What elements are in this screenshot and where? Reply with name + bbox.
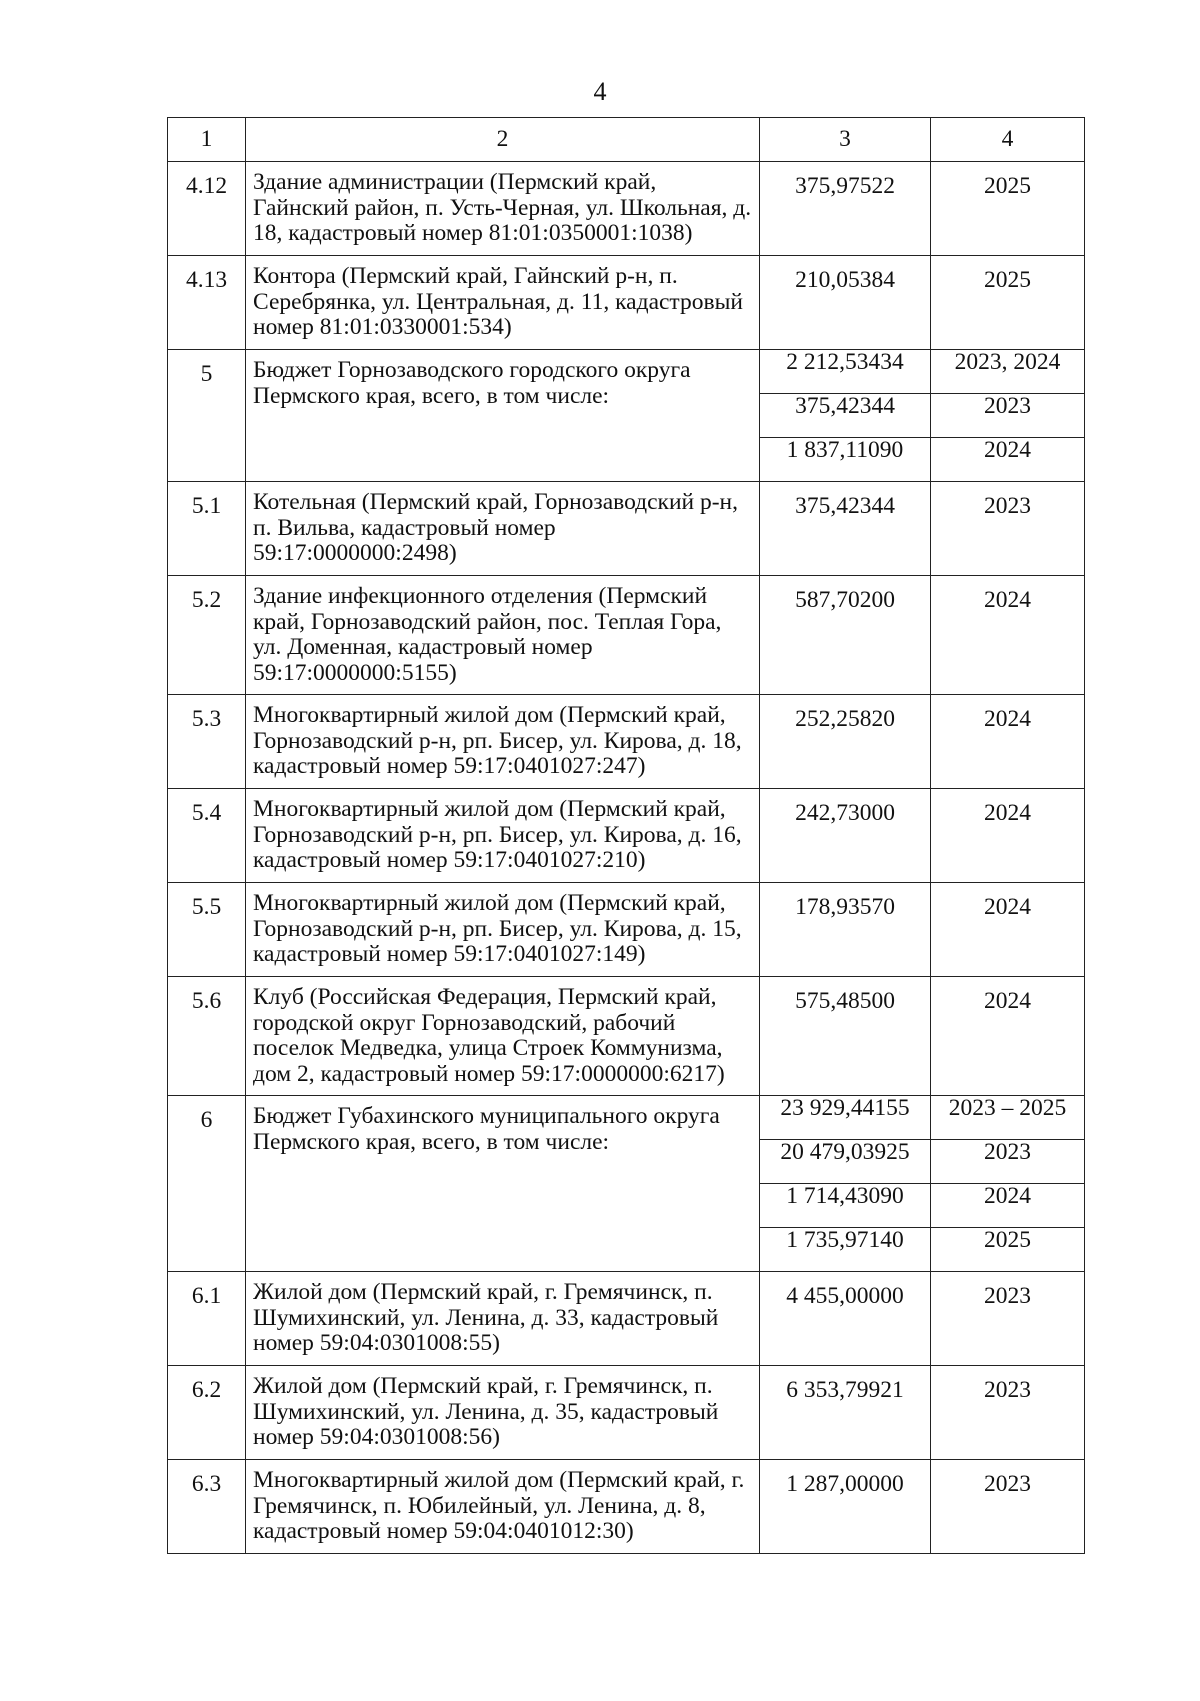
page-number: 4 (593, 77, 607, 106)
year-cell: 2023 (931, 482, 1085, 576)
table-row (168, 576, 1085, 695)
amount-cell: 252,25820 (760, 695, 931, 789)
row-number: 4.12 (168, 162, 246, 256)
object-description: Многоквартирный жилой дом (Пермский край, Горнозаводский р-н, рп. Бисер, ул. Кирова, д. 16, кадастровый номер 59:17:0401027:210) (246, 789, 760, 883)
year-cell: 2024 (931, 1184, 1085, 1228)
object-description: Многоквартирный жилой дом (Пермский край, Горнозаводский р-н, рп. Бисер, ул. Кирова, д. 15, кадастровый номер 59:17:0401027:149) (246, 883, 760, 977)
table-row (168, 789, 1085, 883)
table-row (168, 1366, 1085, 1460)
column-header: 2 (246, 118, 760, 162)
year-cell: 2025 (931, 1228, 1085, 1272)
table-row (168, 1096, 1085, 1140)
year-cell: 2023 (931, 1366, 1085, 1460)
year-cell: 2024 (931, 789, 1085, 883)
amount-cell: 587,70200 (760, 576, 931, 695)
row-number: 6.3 (168, 1460, 246, 1554)
amount-cell: 2 212,53434 (760, 350, 931, 394)
year-cell: 2023 (931, 1140, 1085, 1184)
object-description: Котельная (Пермский край, Горнозаводский р-н, п. Вильва, кадастровый номер 59:17:0000000:2498) (246, 482, 760, 576)
amount-cell: 375,42344 (760, 482, 931, 576)
row-number: 6.2 (168, 1366, 246, 1460)
object-description: Многоквартирный жилой дом (Пермский край, Горнозаводский р-н, рп. Бисер, ул. Кирова, д. 18, кадастровый номер 59:17:0401027:247) (246, 695, 760, 789)
object-description: Здание администрации (Пермский край, Гайнский район, п. Усть-Черная, ул. Школьная, д. 18, кадастровый номер 81:01:0350001:1038) (246, 162, 760, 256)
amount-cell: 178,93570 (760, 883, 931, 977)
row-number: 6 (168, 1096, 246, 1272)
year-cell: 2023 (931, 394, 1085, 438)
amount-cell: 6 353,79921 (760, 1366, 931, 1460)
object-description: Здание инфекционного отделения (Пермский край, Горнозаводский район, пос. Теплая Гора, ул. Доменная, кадастровый номер 59:17:0000000:5155) (246, 576, 760, 695)
amount-cell: 375,97522 (760, 162, 931, 256)
amount-cell: 4 455,00000 (760, 1272, 931, 1366)
column-header: 1 (168, 118, 246, 162)
table-row (168, 256, 1085, 350)
year-cell: 2023 (931, 1272, 1085, 1366)
amount-cell: 1 714,43090 (760, 1184, 931, 1228)
row-number: 5.4 (168, 789, 246, 883)
year-cell: 2023 – 2025 (931, 1096, 1085, 1140)
amount-cell: 20 479,03925 (760, 1140, 931, 1184)
amount-cell: 23 929,44155 (760, 1096, 931, 1140)
table-row (168, 883, 1085, 977)
row-number: 5.5 (168, 883, 246, 977)
row-number: 5.2 (168, 576, 246, 695)
column-header: 3 (760, 118, 931, 162)
year-cell: 2025 (931, 162, 1085, 256)
object-description: Контора (Пермский край, Гайнский р-н, п. Серебрянка, ул. Центральная, д. 11, кадастровый номер 81:01:0330001:534) (246, 256, 760, 350)
table-row (168, 162, 1085, 256)
object-description: Клуб (Российская Федерация, Пермский край, городской округ Горнозаводский, рабочий поселок Медведка, улица Строек Коммунизма, дом 2, кадастровый номер 59:17:0000000:6217) (246, 977, 760, 1096)
object-description: Жилой дом (Пермский край, г. Гремячинск, п. Шумихинский, ул. Ленина, д. 35, кадастровый номер 59:04:0301008:56) (246, 1366, 760, 1460)
table-row (168, 695, 1085, 789)
row-number: 6.1 (168, 1272, 246, 1366)
year-cell: 2024 (931, 438, 1085, 482)
budget-table (167, 117, 1085, 1554)
amount-cell: 242,73000 (760, 789, 931, 883)
table-header-row (168, 118, 1085, 162)
year-cell: 2025 (931, 256, 1085, 350)
row-number: 5.1 (168, 482, 246, 576)
year-cell: 2024 (931, 695, 1085, 789)
object-description: Многоквартирный жилой дом (Пермский край, г. Гремячинск, п. Юбилейный, ул. Ленина, д. 8, кадастровый номер 59:04:0401012:30) (246, 1460, 760, 1554)
year-cell: 2023 (931, 1460, 1085, 1554)
amount-cell: 1 735,97140 (760, 1228, 931, 1272)
budget-description: Бюджет Губахинского муниципального округа Пермского края, всего, в том числе: (246, 1096, 760, 1272)
table-row (168, 1272, 1085, 1366)
amount-cell: 1 287,00000 (760, 1460, 931, 1554)
year-cell: 2024 (931, 977, 1085, 1096)
table-row (168, 1460, 1085, 1554)
table-row (168, 350, 1085, 394)
row-number: 4.13 (168, 256, 246, 350)
amount-cell: 210,05384 (760, 256, 931, 350)
amount-cell: 1 837,11090 (760, 438, 931, 482)
amount-cell: 375,42344 (760, 394, 931, 438)
budget-description: Бюджет Горнозаводского городского округа Пермского края, всего, в том числе: (246, 350, 760, 482)
row-number: 5.6 (168, 977, 246, 1096)
row-number: 5 (168, 350, 246, 482)
object-description: Жилой дом (Пермский край, г. Гремячинск, п. Шумихинский, ул. Ленина, д. 33, кадастровый номер 59:04:0301008:55) (246, 1272, 760, 1366)
amount-cell: 575,48500 (760, 977, 931, 1096)
year-cell: 2023, 2024 (931, 350, 1085, 394)
table-row (168, 977, 1085, 1096)
column-header: 4 (931, 118, 1085, 162)
year-cell: 2024 (931, 576, 1085, 695)
table-row (168, 482, 1085, 576)
year-cell: 2024 (931, 883, 1085, 977)
row-number: 5.3 (168, 695, 246, 789)
